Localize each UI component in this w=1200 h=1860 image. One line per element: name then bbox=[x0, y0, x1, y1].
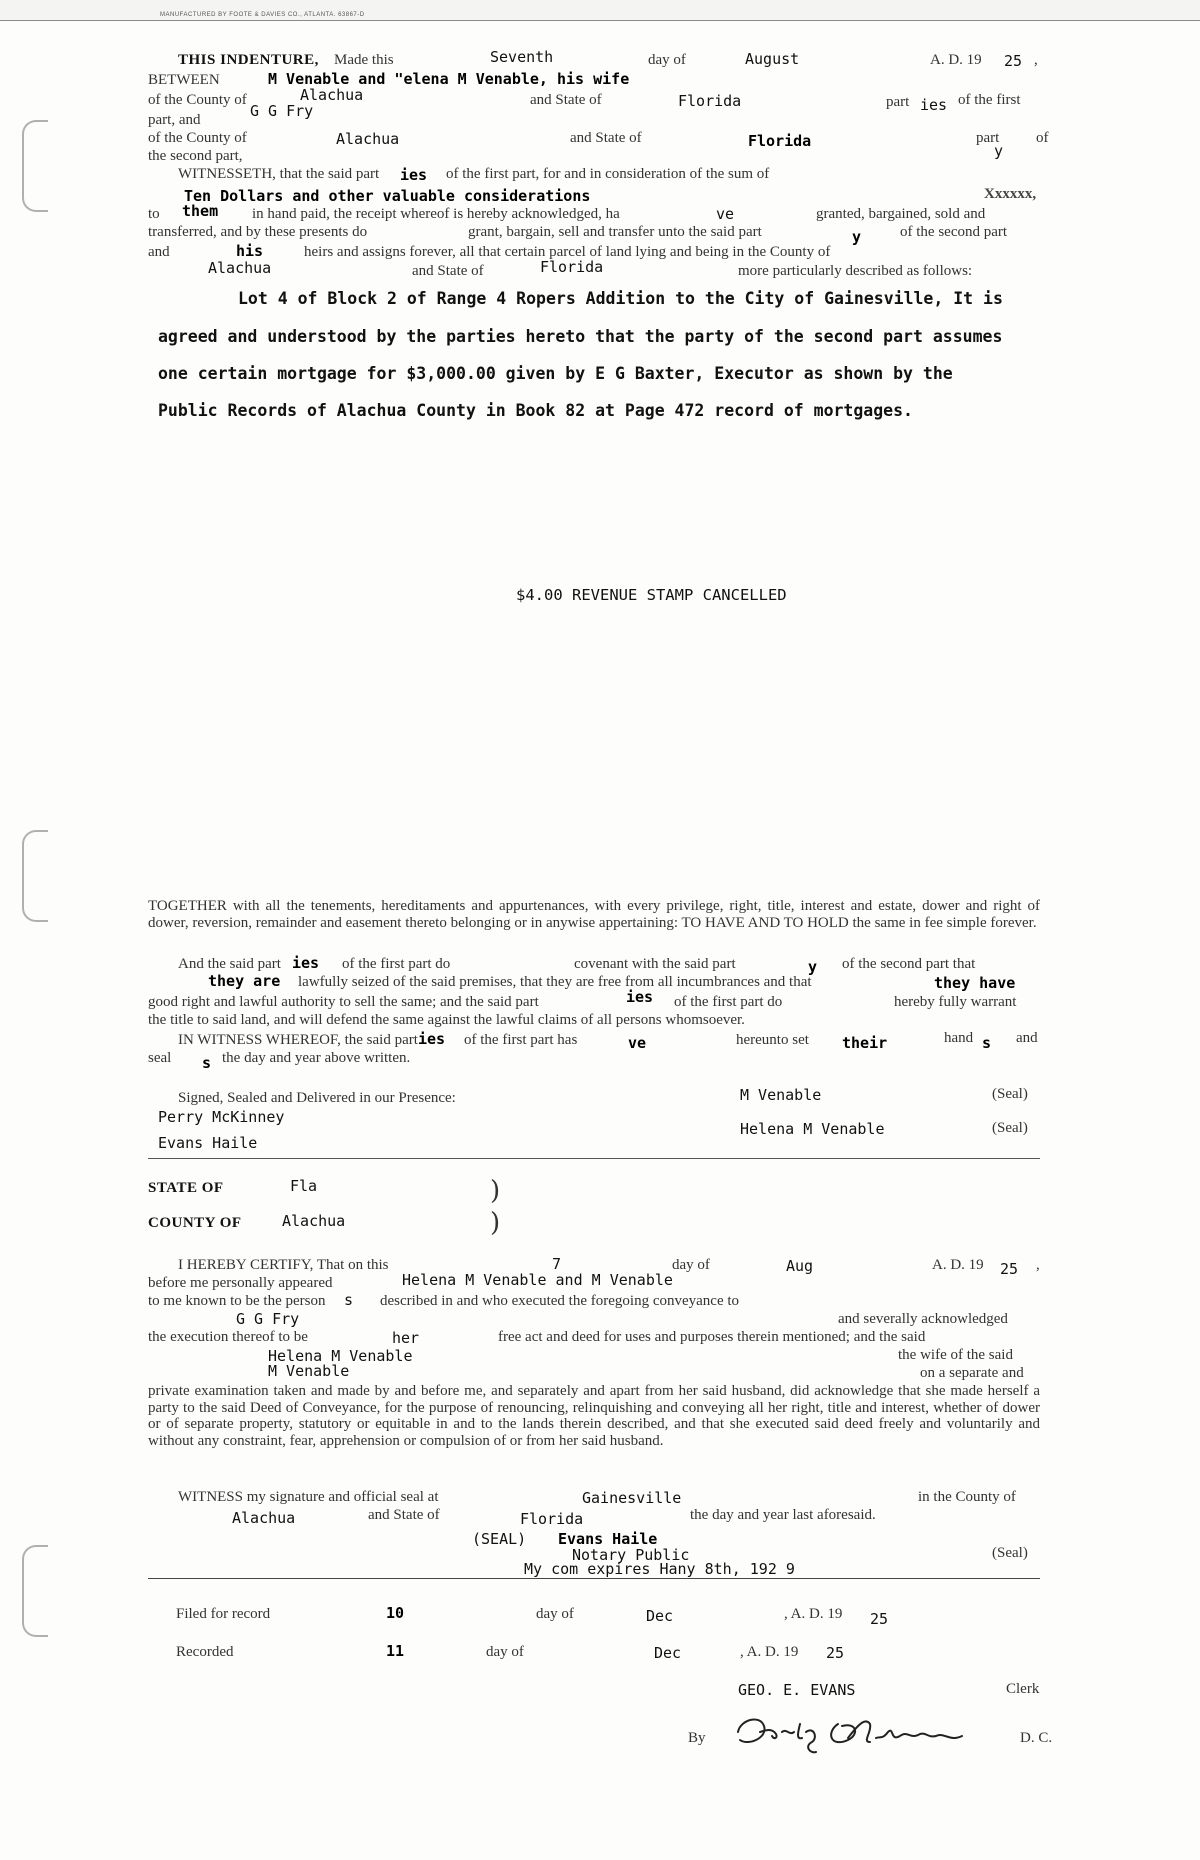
in-witness-text: the day and year above written. bbox=[222, 1050, 411, 1066]
ack-husband-name: M Venable bbox=[268, 1362, 350, 1380]
notary-title: Notary Public bbox=[572, 1546, 690, 1564]
ack-day: 7 bbox=[552, 1255, 562, 1273]
filed-label: Filed for record bbox=[176, 1606, 271, 1622]
ve-suffix: ve bbox=[716, 205, 735, 223]
ad-label: , A. D. 19 bbox=[740, 1644, 799, 1660]
ad-label: A. D. 19 bbox=[932, 1257, 984, 1273]
ack-county: Alachua bbox=[282, 1212, 346, 1230]
ad-label: A. D. 19 bbox=[930, 52, 982, 68]
recorded-label: Recorded bbox=[176, 1644, 234, 1660]
day-of-label: day of bbox=[672, 1257, 710, 1273]
ack-city: Gainesville bbox=[582, 1489, 682, 1507]
part-suffix: ies bbox=[400, 166, 428, 184]
made-this-label: Made this bbox=[334, 52, 394, 68]
state-label: and State of bbox=[530, 92, 602, 108]
known-text: to me known to be the person bbox=[148, 1293, 326, 1309]
transferred-text: transferred, and by these presents do bbox=[148, 224, 368, 240]
by-label: By bbox=[688, 1730, 706, 1746]
covenant-text: covenant with the said part bbox=[574, 956, 736, 972]
state-of-label: STATE OF bbox=[148, 1180, 224, 1196]
description-line-2: agreed and understood by the parties hereto that the party of the second part assumes bbox=[158, 327, 1003, 346]
first-part-label: of the first bbox=[958, 92, 1021, 108]
description-line-4: Public Records of Alachua County in Book 82 at Page 472 record of mortgages. bbox=[158, 401, 913, 420]
execution-text: the execution thereof to be bbox=[148, 1329, 308, 1345]
land-county: Alachua bbox=[208, 259, 272, 277]
together-clause: TOGETHER with all the tenements, hereditaments and appurtenances, with every privilege, right, title, interest and estate, dower and right of dower, reversion, remainder and easement thereto belonging or in anywise appertaining: TO HAVE AND TO HOLD the same in fee simple forever. bbox=[148, 898, 1040, 931]
state-label: and State of bbox=[570, 130, 642, 146]
certify-text: I HEREBY CERTIFY, That on this bbox=[178, 1257, 389, 1273]
plural-s: s bbox=[344, 1291, 354, 1309]
state-label: and State of bbox=[368, 1507, 440, 1523]
plural-s: s bbox=[982, 1034, 992, 1052]
ad-label: , A. D. 19 bbox=[784, 1606, 843, 1622]
part-suffix: ies bbox=[920, 96, 948, 114]
brace-mark: ) bbox=[490, 1176, 501, 1206]
part-suffix: ies bbox=[418, 1030, 446, 1048]
ack-persons: Helena M Venable and M Venable bbox=[402, 1271, 673, 1289]
ack-month: Aug bbox=[786, 1257, 814, 1275]
ack-grantee: G G Fry bbox=[236, 1310, 300, 1328]
grantor-county: Alachua bbox=[300, 86, 364, 104]
witnesseth-text: of the first part, for and in consideration of the sum of bbox=[446, 166, 770, 182]
witness-sig-text: WITNESS my signature and official seal at bbox=[178, 1489, 439, 1505]
covenant-text: of the first part do bbox=[342, 956, 451, 972]
covenant-text: good right and lawful authority to sell the same; and the said part bbox=[148, 994, 539, 1010]
struck-dollars: Xxxxxx, bbox=[984, 186, 1037, 202]
ack-state: Fla bbox=[290, 1177, 318, 1195]
comma: , bbox=[1036, 1257, 1040, 1273]
state-label: and State of bbox=[412, 263, 484, 279]
day-of-label: day of bbox=[486, 1644, 524, 1660]
part-and-label: part, and bbox=[148, 112, 201, 128]
printer-imprint: MANUFACTURED BY FOOTE & DAVIES CO., ATLANTA. 63867-D bbox=[160, 12, 365, 18]
indenture-month: August bbox=[745, 50, 800, 68]
grant-text: grant, bargain, sell and transfer unto the said part bbox=[468, 224, 762, 240]
and-label: and bbox=[1016, 1030, 1038, 1046]
filed-year: 25 bbox=[870, 1610, 889, 1628]
county-label: of the County of bbox=[148, 130, 247, 146]
witness-1: Perry McKinney bbox=[158, 1108, 285, 1126]
grantee-county: Alachua bbox=[336, 130, 400, 148]
binder-hole-mark bbox=[22, 120, 48, 212]
severally-text: and severally acknowledged bbox=[838, 1311, 1008, 1327]
brace-mark: ) bbox=[490, 1208, 501, 1238]
county-label: of the County of bbox=[148, 92, 247, 108]
and-label: and bbox=[148, 244, 170, 260]
day-of-label: day of bbox=[536, 1606, 574, 1622]
examination-text: private examination taken and made by and before me, and separately and apart from her said husband, did acknowledge that she made herself a party to the said Deed of Conveyance, for the purpose of renouncing, relinquishing and conveying all her right, title and interest, whether of dower or of separate property, statutory or equitable in and to the lands therein described, and that she executed said deed freely and voluntarily and without any constraint, fear, apprehension or compulsion of or from her said husband. bbox=[148, 1383, 1040, 1449]
to-label: to bbox=[148, 206, 160, 222]
section-divider bbox=[148, 1578, 1040, 1579]
clerk-label: Clerk bbox=[1006, 1681, 1040, 1697]
covenant-text: of the second part that bbox=[842, 956, 976, 972]
covenant-text: of the first part do bbox=[674, 994, 783, 1010]
consideration: Ten Dollars and other valuable considerations bbox=[184, 187, 591, 205]
granted-text: granted, bargained, sold and bbox=[816, 206, 986, 222]
comma: , bbox=[1034, 52, 1038, 68]
plural-s: s bbox=[202, 1054, 212, 1072]
filed-month: Dec bbox=[646, 1607, 674, 1625]
part-suffix: ies bbox=[626, 988, 654, 1006]
covenant-text: lawfully seized of the said premises, that they are free from all incumbrances and that bbox=[298, 974, 812, 990]
description-line-3: one certain mortgage for $3,000.00 given by E G Baxter, Executor as shown by the bbox=[158, 364, 953, 383]
appeared-text: before me personally appeared bbox=[148, 1275, 333, 1291]
they-have: they have bbox=[934, 974, 1016, 992]
in-witness-text: IN WITNESS WHEREOF, the said part bbox=[178, 1032, 418, 1048]
recorded-day: 11 bbox=[386, 1642, 405, 1660]
day-of-label: day of bbox=[648, 52, 686, 68]
free-act-text: free act and deed for uses and purposes therein mentioned; and the said bbox=[498, 1329, 926, 1345]
county-of-label: COUNTY OF bbox=[148, 1215, 242, 1231]
covenant-text: hereby fully warrant bbox=[894, 994, 1017, 1010]
ack-county-2: Alachua bbox=[232, 1509, 296, 1527]
recorded-year: 25 bbox=[826, 1644, 845, 1662]
they-are: they are bbox=[208, 972, 281, 990]
description-line-1: Lot 4 of Block 2 of Range 4 Ropers Addition to the City of Gainesville, It is bbox=[238, 289, 1003, 308]
second-part-text: of the second part bbox=[900, 224, 1008, 240]
wife-of-text: the wife of the said bbox=[898, 1347, 1013, 1363]
their: their bbox=[842, 1034, 888, 1052]
ve-suffix: ve bbox=[628, 1034, 647, 1052]
grantee-name: G G Fry bbox=[250, 102, 314, 120]
in-witness-text: hereunto set bbox=[736, 1032, 809, 1048]
indenture-year: 25 bbox=[1004, 52, 1023, 70]
grantors: M Venable and "elena M Venable, his wife bbox=[268, 70, 630, 88]
deputy-clerk-signature bbox=[730, 1702, 1030, 1762]
second-part-label: the second part, bbox=[148, 148, 243, 164]
recorded-month: Dec bbox=[654, 1644, 682, 1662]
seal-label: (Seal) bbox=[992, 1545, 1028, 1561]
seal-label: seal bbox=[148, 1050, 172, 1066]
witness-2: Evans Haile bbox=[158, 1134, 258, 1152]
ack-year: 25 bbox=[1000, 1260, 1019, 1278]
covenant-text: And the said part bbox=[178, 956, 281, 972]
part-suffix: ies bbox=[292, 954, 320, 972]
described-text: described in and who executed the foregoing conveyance to bbox=[380, 1293, 740, 1309]
section-divider bbox=[148, 1158, 1040, 1159]
filed-day: 10 bbox=[386, 1604, 405, 1622]
of-label: of bbox=[1036, 130, 1049, 146]
heirs-text: heirs and assigns forever, all that certain parcel of land lying and being in the County of bbox=[304, 244, 831, 260]
hand-label: hand bbox=[944, 1030, 974, 1046]
witnesseth-label: WITNESSETH, that the said part bbox=[178, 166, 380, 182]
top-margin-strip bbox=[0, 0, 1200, 21]
described-text: more particularly described as follows: bbox=[738, 263, 973, 279]
ack-her: her bbox=[392, 1329, 420, 1347]
part-suffix: y bbox=[808, 958, 818, 976]
covenant-text: the title to said land, and will defend the same against the lawful claims of all persons whomsoever. bbox=[148, 1012, 745, 1028]
part-label: part bbox=[976, 130, 1000, 146]
grantor-state: Florida bbox=[678, 92, 742, 110]
binder-hole-mark bbox=[22, 1545, 48, 1637]
seal-label: (Seal) bbox=[992, 1086, 1028, 1102]
part-suffix: y bbox=[994, 142, 1004, 160]
land-state: Florida bbox=[540, 258, 604, 276]
in-witness-text: of the first part has bbox=[464, 1032, 578, 1048]
binder-hole-mark bbox=[22, 830, 48, 922]
ack-wife-name: Helena M Venable bbox=[268, 1347, 413, 1365]
clerk-name: GEO. E. EVANS bbox=[738, 1681, 856, 1699]
signed-sealed-label: Signed, Sealed and Delivered in our Presence: bbox=[178, 1090, 456, 1106]
separate-text: on a separate and bbox=[920, 1365, 1024, 1381]
part-suffix: y bbox=[852, 228, 862, 246]
notary-seal-left: (SEAL) bbox=[472, 1530, 527, 1548]
notary-name: Evans Haile bbox=[558, 1530, 658, 1548]
them: them bbox=[182, 202, 219, 220]
between-label: BETWEEN bbox=[148, 72, 220, 88]
indenture-day: Seventh bbox=[490, 48, 554, 66]
signer-1: M Venable bbox=[740, 1086, 822, 1104]
in-county-text: in the County of bbox=[918, 1489, 1016, 1505]
last-aforesaid-text: the day and year last aforesaid. bbox=[690, 1507, 876, 1523]
indenture-title: THIS INDENTURE, bbox=[178, 52, 319, 68]
revenue-stamp-note: $4.00 REVENUE STAMP CANCELLED bbox=[516, 586, 787, 604]
seal-label: (Seal) bbox=[992, 1120, 1028, 1136]
grantee-state: Florida bbox=[748, 132, 812, 150]
part-label: part bbox=[886, 94, 910, 110]
notary-commission: My com expires Hany 8th, 192 9 bbox=[524, 1560, 795, 1578]
signer-2: Helena M Venable bbox=[740, 1120, 885, 1138]
his: his bbox=[236, 242, 264, 260]
deputy-clerk-label: D. C. bbox=[1020, 1730, 1053, 1746]
ack-state-2: Florida bbox=[520, 1510, 584, 1528]
paid-text: in hand paid, the receipt whereof is hereby acknowledged, ha bbox=[252, 206, 620, 222]
